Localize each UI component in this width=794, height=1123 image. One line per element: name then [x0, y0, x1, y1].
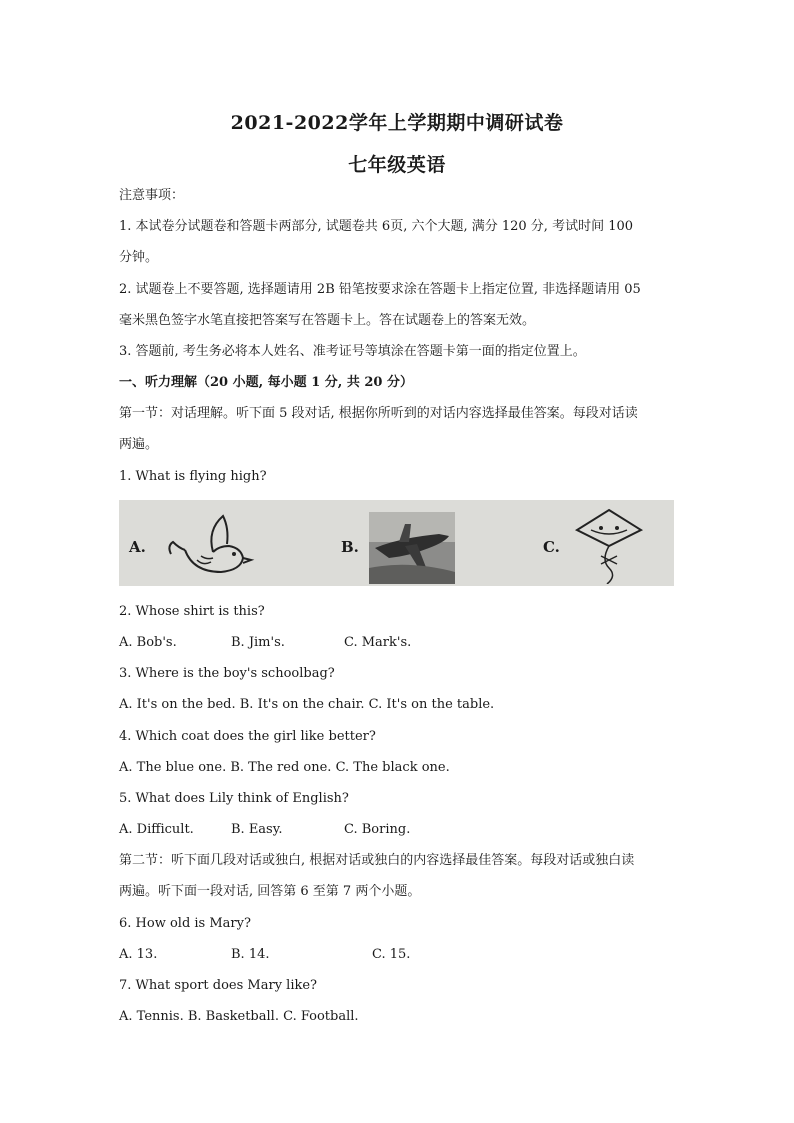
question-5: 5. What does Lily think of English? [119, 791, 349, 806]
question-5-option-b[interactable]: B. Easy. [231, 822, 283, 837]
question-4: 4. Which coat does the girl like better? [119, 729, 376, 744]
question-1: 1. What is flying high? [119, 469, 267, 484]
question-3: 3. Where is the boy's schoolbag? [119, 666, 335, 681]
question-3-options[interactable]: A. It's on the bed. B. It's on the chair. C. It's on the table. [119, 697, 495, 712]
question-6-option-c[interactable]: C. 15. [372, 947, 411, 962]
question-4-options[interactable]: A. The blue one. B. The red one. C. The black one. [119, 760, 450, 775]
question-6: 6. How old is Mary? [119, 916, 251, 931]
question-6-option-a[interactable]: A. 13. [119, 947, 158, 962]
part-1-instructions-line-2: 两遍。 [119, 437, 159, 452]
option-a-label: A. [129, 538, 146, 556]
notice-heading: 注意事项： [119, 188, 185, 203]
question-2-option-c[interactable]: C. Mark's. [344, 635, 412, 650]
question-6-option-b[interactable]: B. 14. [231, 947, 270, 962]
question-1-picture-options [119, 500, 674, 586]
kite-icon [571, 506, 647, 584]
question-2: 2. Whose shirt is this? [119, 604, 265, 619]
airplane-photo-icon [369, 512, 455, 584]
part-2-instructions-line-1: 第二节：听下面几段对话或独白, 根据对话或独白的内容选择最佳答案。每段对话或独白读 [119, 853, 635, 868]
notice-1-line-2: 分钟。 [119, 250, 159, 265]
question-7-options[interactable]: A. Tennis. B. Basketball. C. Football. [119, 1009, 359, 1024]
question-7: 7. What sport does Mary like? [119, 978, 318, 993]
part-1-instructions-line-1: 第一节：对话理解。听下面 5 段对话, 根据你所听到的对话内容选择最佳答案。每段对话读 [119, 406, 638, 421]
notice-2-line-2: 毫米黑色签字水笔直接把答案写在答题卡上。答在试题卷上的答案无效。 [119, 313, 536, 328]
option-b-label: B. [341, 538, 359, 556]
notice-1-line-1: 1. 本试卷分试题卷和答题卡两部分, 试题卷共 6页, 六个大题, 满分 120 分, 考试时间 100 [119, 219, 634, 234]
section-1-heading: 一、听力理解（20 小题, 每小题 1 分, 共 20 分） [119, 375, 413, 390]
part-2-instructions-line-2: 两遍。听下面一段对话, 回答第 6 至第 7 两个小题。 [119, 884, 421, 899]
exam-title: 2021-2022学年上学期期中调研试卷 [230, 112, 564, 134]
notice-2-line-1: 2. 试题卷上不要答题, 选择题请用 2B 铅笔按要求涂在答题卡上指定位置, 非选择题请用 05 [119, 282, 641, 297]
question-5-option-c[interactable]: C. Boring. [344, 822, 411, 837]
question-2-option-a[interactable]: A. Bob's. [119, 635, 177, 650]
exam-subtitle: 七年级英语 [348, 154, 446, 176]
question-2-option-b[interactable]: B. Jim's. [231, 635, 285, 650]
notice-3: 3. 答题前, 考生务必将本人姓名、准考证号等填涂在答题卡第一面的指定位置上。 [119, 344, 586, 359]
bird-icon [163, 510, 255, 580]
question-5-option-a[interactable]: A. Difficult. [119, 822, 194, 837]
option-c-label: C. [543, 538, 560, 556]
